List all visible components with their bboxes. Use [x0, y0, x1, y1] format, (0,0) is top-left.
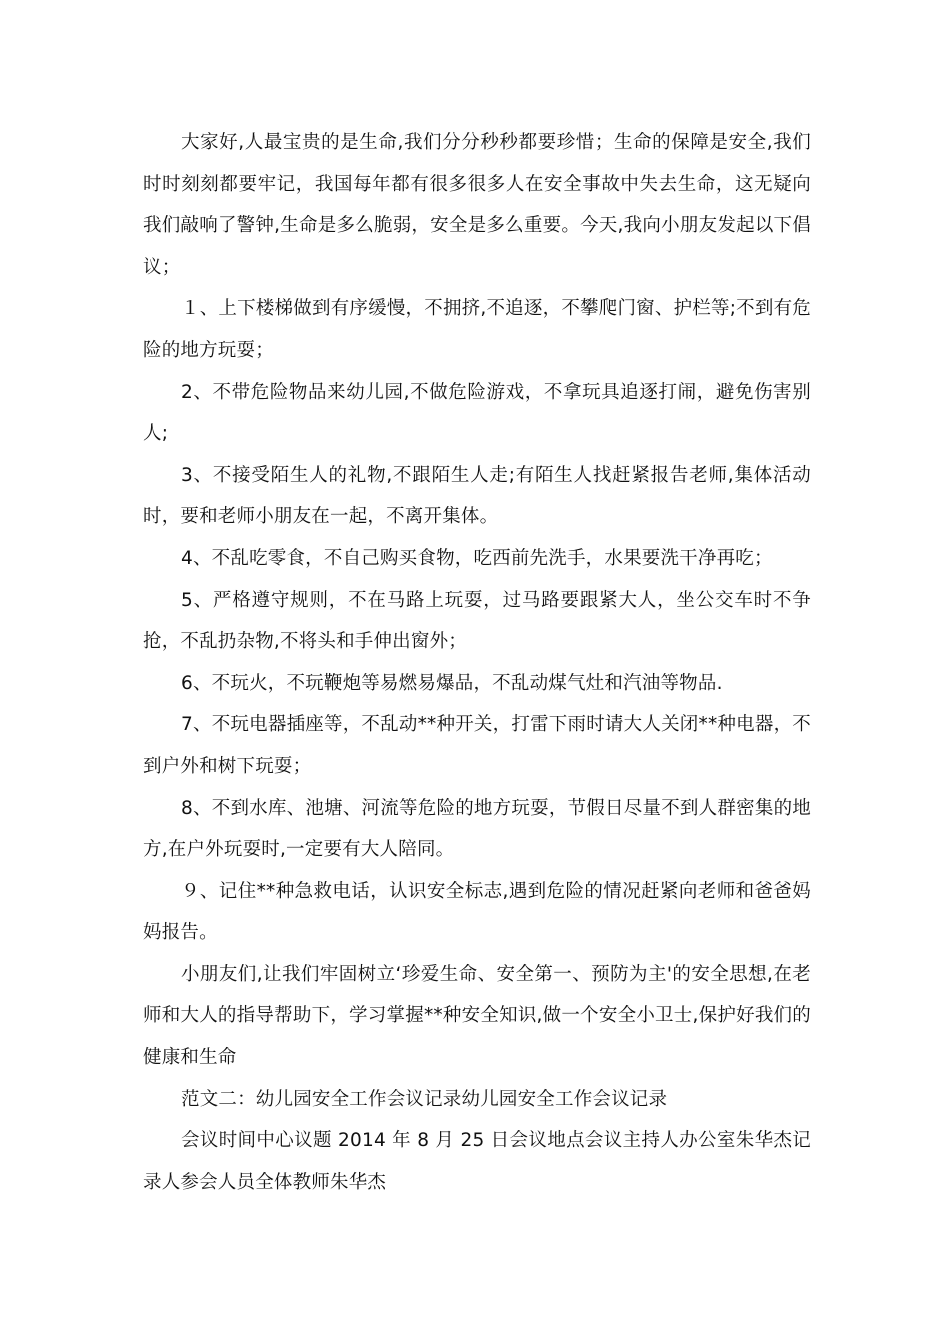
paragraph-sample-two-heading: 范文二：幼儿园安全工作会议记录幼儿园安全工作会议记录 [181, 1088, 668, 1110]
paragraph-item-8: 8、不到水库、池塘、河流等危险的地方玩耍，节假日尽量不到人群密集的地方,在户外玩耍时,一定要有大人陪同。 [143, 797, 811, 861]
paragraph-item-2: 2、不带危险物品来幼儿园,不做危险游戏，不拿玩具追逐打闹，避免伤害别人; [143, 381, 811, 445]
document-body [143, 122, 811, 1203]
paragraph-closing: 小朋友们,让我们牢固树立‘珍爱生命、安全第一、预防为主'的安全思想,在老师和大人的指导帮助下，学习掌握**种安全知识,做一个安全小卫士,保护好我们的健康和生命 [143, 963, 811, 1069]
paragraph-item-4: 4、不乱吃零食，不自己购买食物，吃西前先洗手，水果要洗干净再吃； [181, 547, 773, 569]
paragraph-meeting-info: 会议时间中心议题 2014 年 8 月 25 日会议地点会议主持人办公室朱华杰记录人参会人员全体教师朱华杰 [143, 1130, 811, 1193]
paragraph-item-9: ９、记住**种急救电话，认识安全标志,遇到危险的情况赶紧向老师和爸爸妈妈报告。 [143, 880, 811, 944]
paragraph-item-1: １、上下楼梯做到有序缓慢，不拥挤,不追逐，不攀爬门窗、护栏等;不到有危险的地方玩耍； [143, 298, 811, 361]
paragraph-intro: 大家好,人最宝贵的是生命,我们分分秒秒都要珍惜；生命的保障是安全,我们时时刻刻都要牢记，我国每年都有很多很多人在安全事故中失去生命，这无疑向我们敲响了警钟,生命是多么脆弱，安全是多么重要。今天,我向小朋友发起以下倡议； [143, 132, 811, 278]
paragraph-item-5: 5、严格遵守规则，不在马路上玩耍，过马路要跟紧大人，坐公交车时不争抢，不乱扔杂物,不将头和手伸出窗外； [143, 589, 811, 653]
paragraph-item-6: 6、不玩火，不玩鞭炮等易燃易爆品，不乱动煤气灶和汽油等物品. [181, 672, 723, 694]
paragraph-item-7: 7、不玩电器插座等，不乱动**种开关，打雷下雨时请大人关闭**种电器，不到户外和树下玩耍； [143, 714, 811, 777]
paragraph-item-3: 3、不接受陌生人的礼物,不跟陌生人走;有陌生人找赶紧报告老师,集体活动时，要和老师小朋友在一起，不离开集体。 [143, 464, 811, 528]
